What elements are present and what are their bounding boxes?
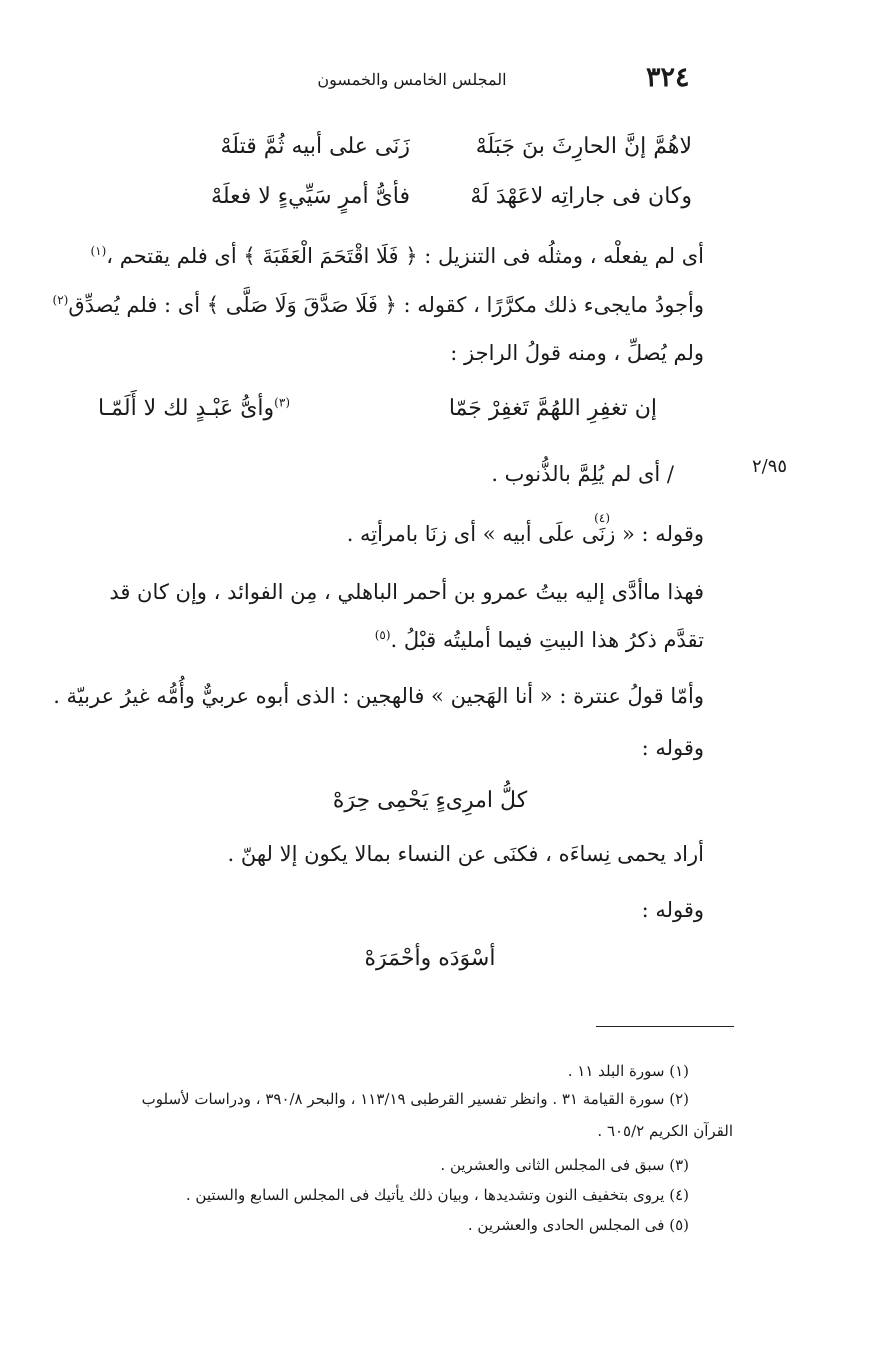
footnote-2: (٢) سورة القيامة ٣١ . وانظر تفسير القرطبى ١١٣/١٩ ، والبحر ٣٩٠/٨ ، ودراسات لأسلوب <box>141 1090 689 1108</box>
qawluh-line-3: وقوله : <box>641 898 704 922</box>
rajaz-first-hemistich: إن تغفِرِ اللهُمَّ تَغفِرْ جَمّا <box>448 396 657 421</box>
footnote-4: (٤) يروى بتخفيف النون وتشديدها ، وبيان ذلك يأتيك فى المجلس السابع والستين . <box>185 1186 689 1204</box>
footnote-ref-2: (٢) <box>52 293 69 307</box>
footnote-divider <box>596 1026 734 1027</box>
paragraph-1-line-3: ولم يُصلِّ ، ومنه قولُ الراجز : <box>450 341 704 365</box>
footnote-5: (٥) فى المجلس الحادى والعشرين . <box>467 1216 689 1234</box>
paragraph-1-line-2: وأجودُ مايجىء ذلك مكرَّرًا ، كقوله : ﴿ فَلَا صَدَّقَ وَلَا صَلَّى ﴾ أى : فلم يُصدِّق$^{(٢)}$ <box>52 293 704 317</box>
verse-2-second-hemistich: فأىُّ أمرٍ سَيِّيءٍ لا فعلَهْ <box>211 184 410 209</box>
qawluh-line-1: وقوله : « زنَى علَى أبيه » أى زنَا بامرأتِه . (٤) <box>346 511 704 546</box>
footnote-ref-1: (١) <box>90 244 107 258</box>
hemistich-aswadah: أسْوَدَه وأحْمَرَهْ <box>364 946 496 971</box>
verse-2-first-hemistich: وكان فى جاراتِه لاعَهْدَ لَهْ <box>470 184 692 209</box>
paragraph-3-line-1: وأمّا قولُ عنترة : « أنا الهَجين » فالهجين : الذى أبوه عربيٌّ وأُمُّه غيرُ عربيّة . <box>53 684 704 708</box>
footnote-1: (١) سورة البلد ١١ . <box>567 1062 689 1080</box>
hemistich-kull-imri: كلُّ امرِىءٍ يَحْمِى حِرَهْ <box>332 788 528 813</box>
verse-1-second-hemistich: زَنَى على أبيه ثُمَّ قتلَهْ <box>220 134 410 159</box>
margin-page-reference: ٢/٩٥ <box>752 456 788 477</box>
footnote-ref-5: (٥) <box>374 628 391 642</box>
footnote-2-continued: القرآن الكريم ٦٠٥/٢ . <box>597 1122 733 1140</box>
rajaz-second-hemistich: $^{(٣)}$وأىُّ عَبْـدٍ لك لا أَلَمّـا <box>98 395 290 421</box>
irada-line: أراد يحمى نِساءَه ، فكنَى عن النساء بمالا يكون إلا لهنّ . <box>227 842 704 866</box>
paragraph-3-line-2: وقوله : <box>641 736 704 760</box>
running-title: المجلس الخامس والخمسون <box>317 70 507 89</box>
explanation-line: / أى لم يُلِمَّ بالذُّنوب . <box>491 462 674 486</box>
footnote-3: (٣) سبق فى المجلس الثانى والعشرين . <box>440 1156 689 1174</box>
page-number: ٣٢٤ <box>646 62 690 93</box>
footnote-ref-3: (٣) <box>274 395 290 410</box>
paragraph-2-line-1: فهذا ماأدَّى إليه بيتُ عمرو بن أحمر الباهلي ، مِن الفوائد ، وإن كان قد <box>109 580 704 604</box>
verse-1-first-hemistich: لاهُمَّ إنَّ الحارِثَ بنَ جَبَلَهْ <box>475 134 692 159</box>
paragraph-1-line-1: أى لم يفعلْه ، ومثلُه فى التنزيل : ﴿ فَلَا اقْتَحَمَ الْعَقَبَةَ ﴾ أى فلم يقتحم ،$^{(١)}$ <box>90 244 704 268</box>
paragraph-2-line-2: تقدَّم ذكرُ هذا البيتِ فيما أمليتُه قبْلُ .$^{(٥)}$ <box>374 628 704 652</box>
